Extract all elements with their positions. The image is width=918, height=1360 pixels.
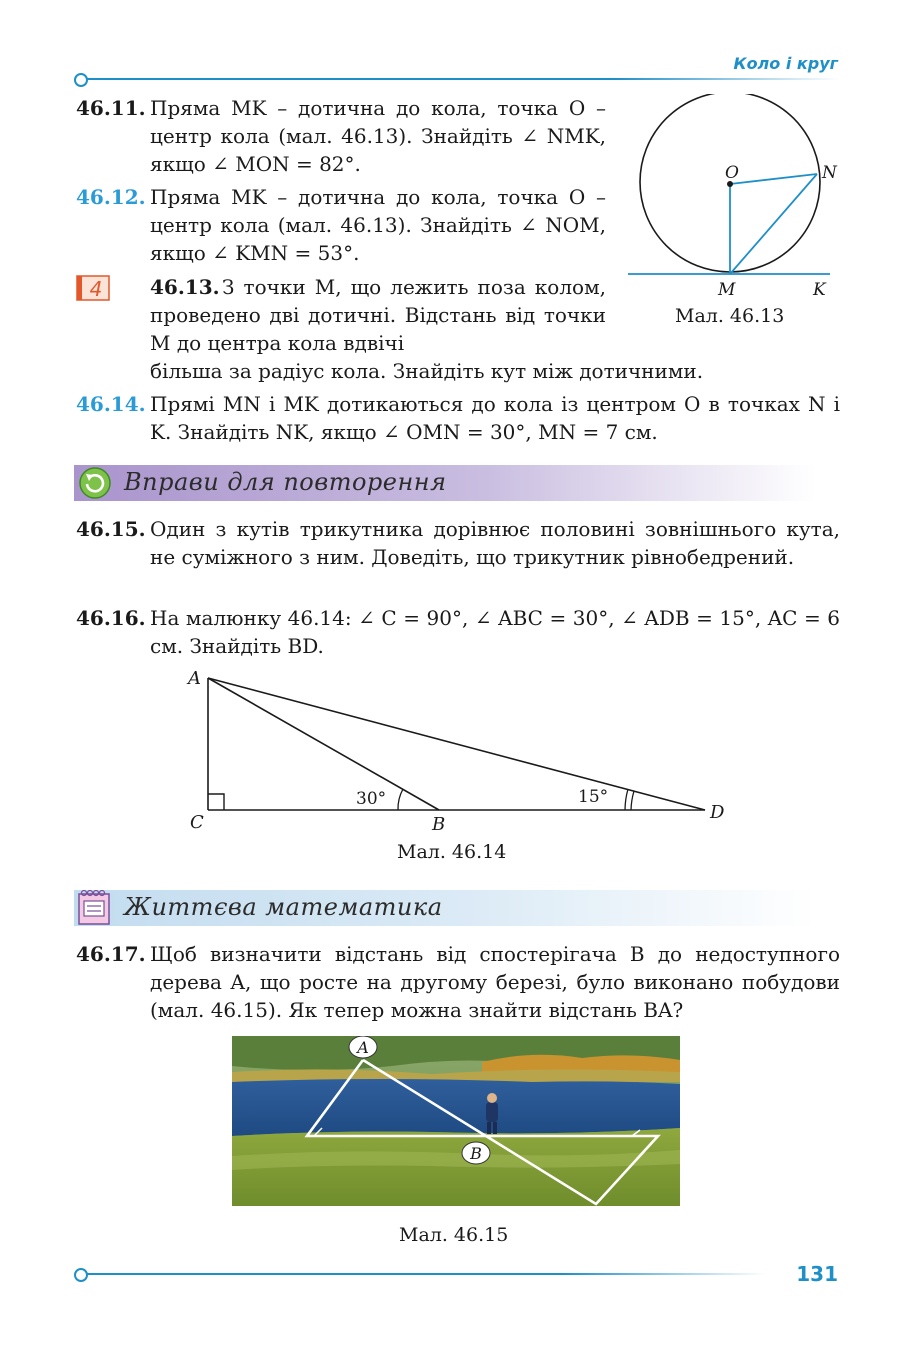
label-k: K [813, 280, 826, 300]
figure-46-14 [180, 664, 740, 840]
running-head: Коло і круг [733, 54, 838, 73]
section-title: Вправи для повторення [124, 468, 447, 496]
angle-arc-b [398, 789, 403, 810]
caption-46-14: Мал. 46.14 [397, 841, 507, 863]
right-angle-mark [208, 794, 224, 810]
label-b: B [432, 814, 446, 835]
problem-text: Щоб визначити відстань від спостерігача B до недоступного дерева A, що росте на другому березі, було виконано побудови (мал. 46.15). Як тепер можна знайти відстань BA? [150, 942, 840, 1022]
bottom-rule-dot [74, 1268, 88, 1282]
caption-46-13: Мал. 46.13 [675, 305, 785, 327]
angle-arc-d-2 [631, 791, 634, 810]
label-d: D [710, 802, 725, 823]
figure-46-15 [232, 1036, 680, 1206]
label-a: A [188, 668, 201, 689]
label-n: N [822, 163, 837, 183]
bottom-rule-line [86, 1273, 766, 1275]
problem-number: 46.16. [76, 606, 146, 630]
label-o: O [725, 163, 739, 183]
section-life-math [74, 890, 816, 926]
problem-number: 46.15. [76, 517, 146, 541]
label-b: B [470, 1144, 482, 1163]
problem-text: На малюнку 46.14: ∠ C = 90°, ∠ ABC = 30°, ∠ ADB = 15°, AC = 6 см. Знайдіть BD. [150, 606, 840, 658]
radius-on [730, 174, 817, 184]
problem-text: Один з кутів трикутника дорівнює половині зовнішнього кута, не суміжного з ним. Доведіть, що трикутник рівнобедрений. [150, 517, 840, 569]
problem-number: 46.17. [76, 942, 146, 966]
problem-number: 46.11. [76, 96, 146, 120]
problem-number: 46.13. [150, 275, 220, 299]
top-rule-dot [74, 73, 88, 87]
page-number: 131 [796, 1262, 838, 1286]
problem-text: Пряма MK – дотична до кола, точка O – центр кола (мал. 46.13). Знайдіть ∠ NMK, якщо ∠ MON = 82°. [150, 96, 606, 176]
angle-arc-d-1 [625, 789, 628, 810]
problem-text: Прямі MN і MK дотикаються до кола із центром O в точках N і K. Знайдіть NK, якщо ∠ OMN = 30°, MN = 7 см. [150, 392, 840, 444]
segment-ad [208, 678, 705, 810]
problem-text-part-2: більша за радіус кола. Знайдіть кут між дотичними. [150, 359, 704, 383]
angle-label-d: 15° [578, 787, 609, 807]
level-number: 4 [89, 277, 103, 301]
label-c: C [190, 812, 204, 833]
notebook-icon [76, 886, 112, 926]
problem-number: 46.14. [76, 392, 146, 416]
angle-label-b: 30° [356, 789, 387, 809]
problem-text-part-1: З точки M, що лежить поза колом, проведено дві дотичні. Відстань від точки M до центра кола вдвічі [150, 275, 606, 355]
level-4-badge [76, 274, 110, 302]
chord-mn [730, 174, 817, 274]
section-title: Життєва математика [124, 893, 443, 921]
refresh-icon [78, 467, 112, 499]
meadow [232, 1128, 680, 1206]
label-a: A [357, 1038, 369, 1057]
segment-ab [208, 678, 439, 810]
caption-46-15: Мал. 46.15 [399, 1224, 509, 1246]
lake [232, 1079, 680, 1136]
problem-number: 46.12. [76, 185, 146, 209]
section-review [74, 465, 816, 501]
problem-text: Пряма MK – дотична до кола, точка O – центр кола (мал. 46.13). Знайдіть ∠ NOM, якщо ∠ KMN = 53°. [150, 185, 606, 265]
label-m: M [718, 280, 736, 300]
top-rule-line [86, 78, 840, 80]
figure-46-13 [624, 94, 838, 304]
